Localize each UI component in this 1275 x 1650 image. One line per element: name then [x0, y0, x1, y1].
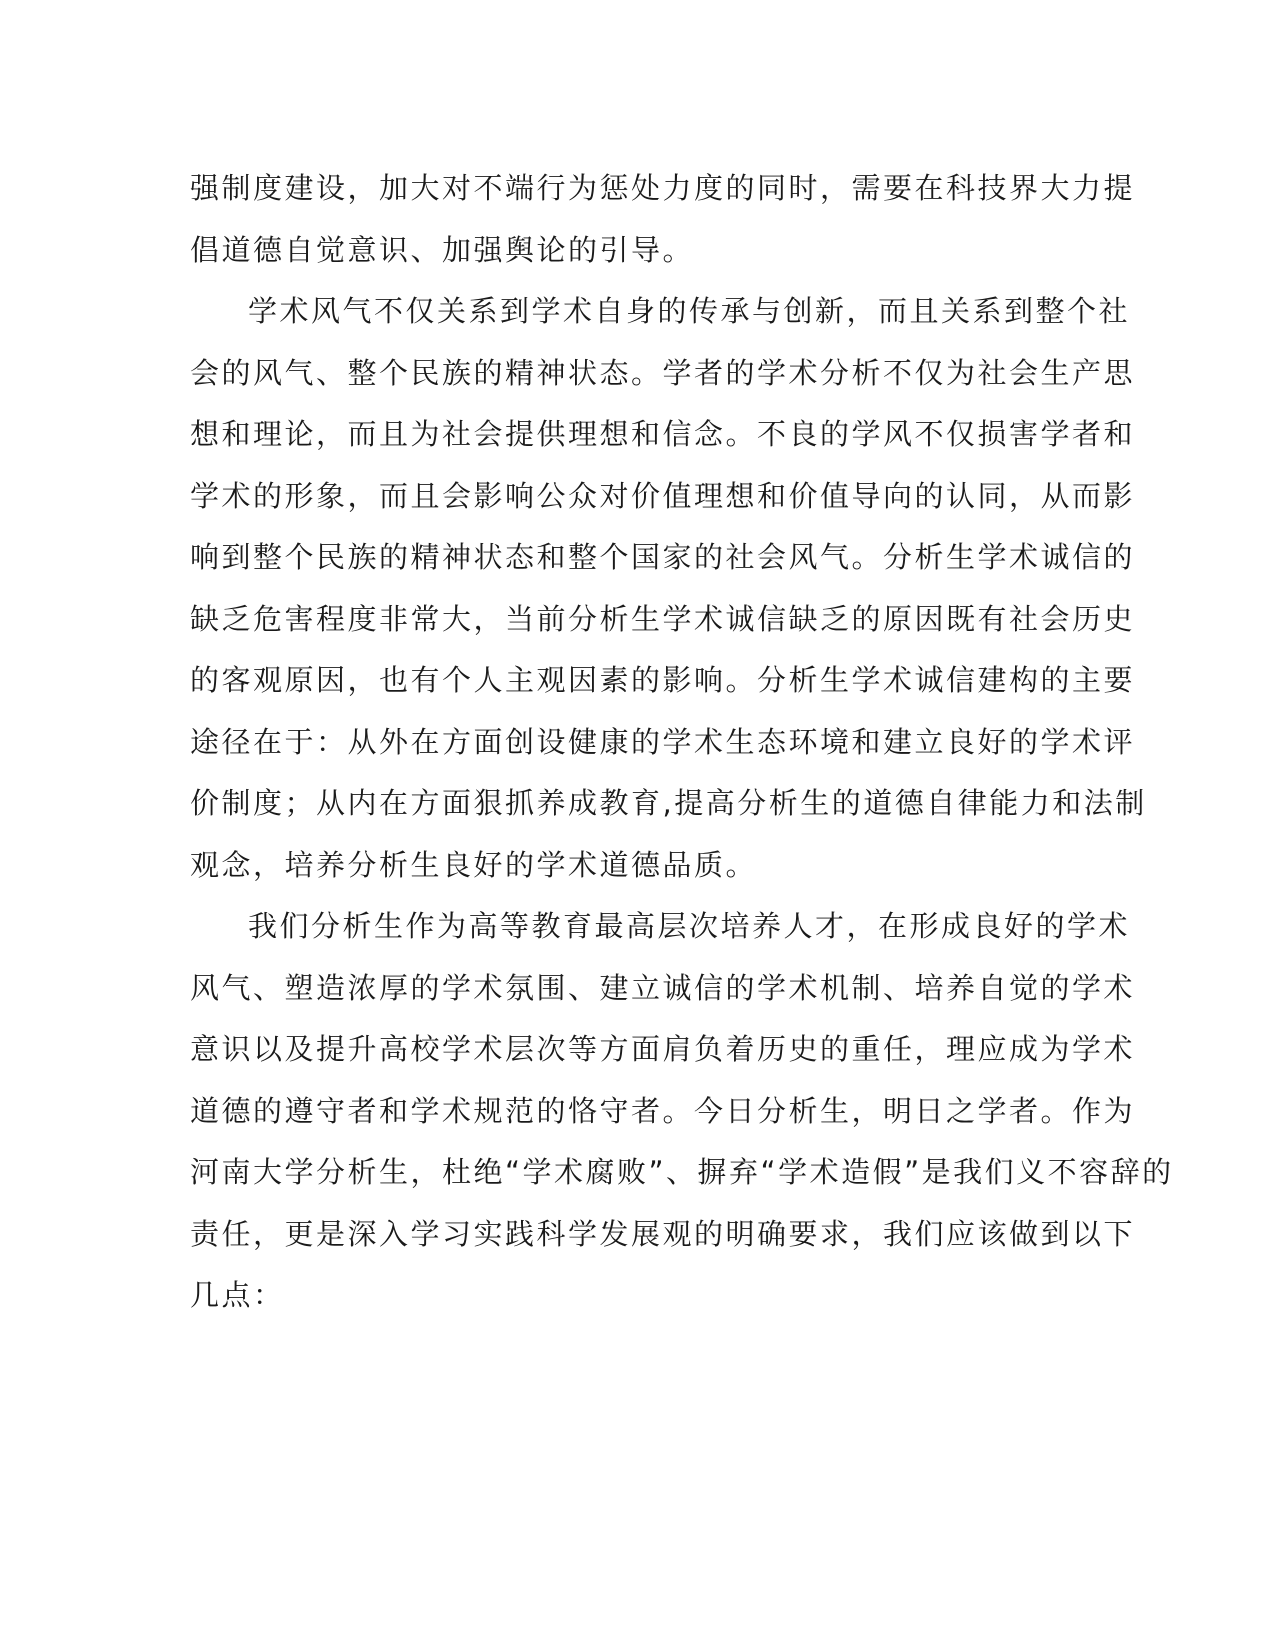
text-line: 观念，培养分析生良好的学术道德品质。: [190, 847, 758, 882]
text-line: 意识以及提升高校学术层次等方面肩负着历史的重任，理应成为学术: [190, 1032, 1136, 1066]
text-line: 会的风气、整个民族的精神状态。学者的学术分析不仅为社会生产思: [190, 355, 1136, 390]
text-line: 倡道德自觉意识、加强舆论的引导。: [190, 232, 695, 267]
text-line: 的客观原因，也有个人主观因素的影响。分析生学术诚信建构的主要: [190, 663, 1136, 697]
text-line: 学术的形象，而且会影响公众对价值理想和价值导向的认同，从而影: [190, 478, 1136, 513]
body-text: [190, 158, 1174, 1327]
text-line: 河南大学分析生，杜绝“学术腐败”、摒弃“学术造假”是我们义不容辞的: [190, 1155, 1174, 1189]
paragraph-1: [190, 158, 1136, 281]
text-line: 几点：: [190, 1278, 285, 1312]
paragraph-3: [190, 896, 1174, 1327]
text-line: 我们分析生作为高等教育最高层次培养人才，在形成良好的学术: [248, 909, 1131, 943]
text-line: 风气、塑造浓厚的学术氛围、建立诚信的学术机制、培养自觉的学术: [190, 970, 1136, 1005]
paragraph-2: [190, 281, 1147, 896]
text-line: 责任，更是深入学习实践科学发展观的明确要求，我们应该做到以下: [190, 1216, 1136, 1251]
text-line: 响到整个民族的精神状态和整个国家的社会风气。分析生学术诚信的: [190, 540, 1136, 574]
text-line: 强制度建设，加大对不端行为惩处力度的同时，需要在科技界大力提: [190, 171, 1136, 205]
text-line: 想和理论，而且为社会提供理想和信念。不良的学风不仅损害学者和: [190, 417, 1136, 451]
text-line: 途径在于：从外在方面创设健康的学术生态环境和建立良好的学术评: [190, 724, 1136, 759]
text-line: 道德的遵守者和学术规范的恪守者。今日分析生，明日之学者。作为: [190, 1093, 1136, 1128]
text-line: 价制度；从内在方面狠抓养成教育,提高分析生的道德自律能力和法制: [190, 786, 1147, 820]
text-line: 学术风气不仅关系到学术自身的传承与创新，而且关系到整个社: [248, 294, 1131, 328]
text-line: 缺乏危害程度非常大，当前分析生学术诚信缺乏的原因既有社会历史: [190, 601, 1136, 636]
